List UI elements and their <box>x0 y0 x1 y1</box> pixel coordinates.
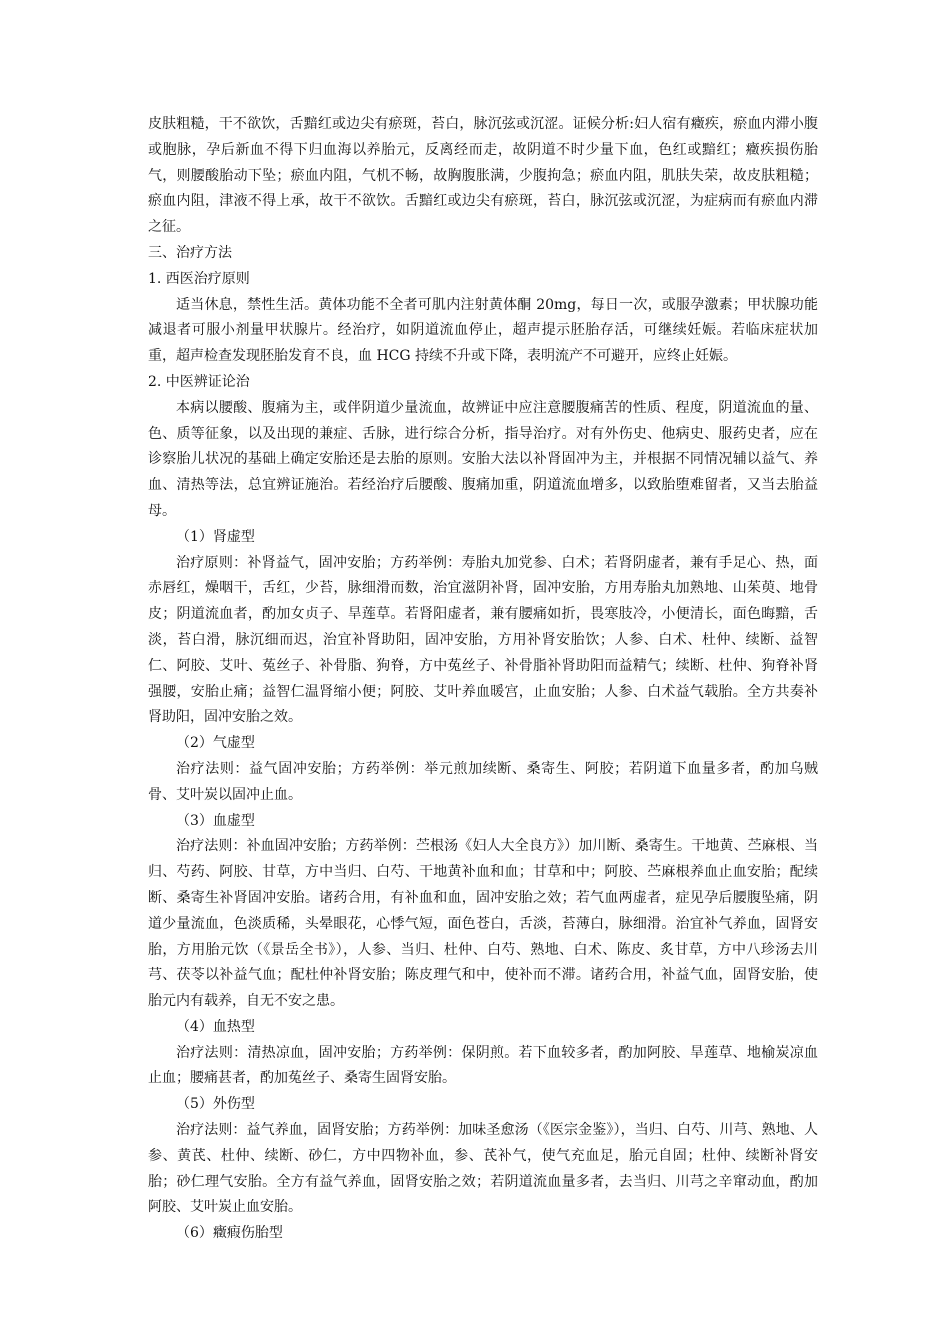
paragraph-blood-deficiency: 治疗法则：补血固冲安胎；方药举例：苎根汤《妇人大全良方》）加川断、桑寄生。干地黄、苎麻根、当归、芍药、阿胶、甘草，方中当归、白芍、干地黄补血和血；甘草和中；阿胶、苎麻根养血止血安胎；配续断、桑寄生补肾固冲安胎。诸药合用，有补血和血，固冲安胎之效；若气血两虚者，症见孕后腰腹坠痛，阴道少量流血，色淡质稀，头晕眼花，心悸气短，面色苍白，舌淡，苔薄白，脉细滑。治宜补气养血，固肾安胎，方用胎元饮（《景岳全书》），人参、当归、杜仲、白芍、熟地、白术、陈皮、炙甘草，方中八珍汤去川芎、茯苓以补益气血；配杜仲补肾安胎；陈皮理气和中，使补而不滞。诸药合用，补益气血，固肾安胎，使胎元内有载养，自无不安之患。 <box>148 838 818 1010</box>
type-heading-kidney-deficiency: （1）肾虚型 <box>176 528 255 545</box>
document-page <box>148 112 818 1247</box>
paragraph-western-treatment: 适当休息，禁性生活。黄体功能不全者可肌内注射黄体酮 20mg，每日一次，或服孕激素；甲状腺功能减退者可服小剂量甲状腺片。经治疗，如阴道流血停止，超声提示胚胎存活，可继续妊娠。若临床症状加重，超声检查发现胚胎发育不良，血 HCG 持续不升或下降，表明流产不可避开，应终止妊娠。 <box>148 296 818 365</box>
subsection-heading-tcm: 2. 中医辨证论治 <box>148 373 250 390</box>
type-heading-blood-heat: （4）血热型 <box>176 1018 255 1035</box>
paragraph-kidney-deficiency: 治疗原则：补肾益气，固冲安胎；方药举例：寿胎丸加党参、白术；若肾阴虚者，兼有手足心、热，面赤唇红，燥咽干，舌红，少苔，脉细滑而数，治宜滋阴补肾，固冲安胎，方用寿胎丸加熟地、山茱萸、地骨皮；阴道流血者，酌加女贞子、旱莲草。若肾阳虚者，兼有腰痛如折，畏寒肢冷，小便清长，面色晦黯，舌淡，苔白滑，脉沉细而迟，治宜补肾助阳，固冲安胎，方用补肾安胎饮；人参、白术、杜仲、续断、益智仁、阿胶、艾叶、菟丝子、补骨脂、狗脊，方中菟丝子、补骨脂补肾助阳而益精气；续断、杜仲、狗脊补肾强腰，安胎止痛；益智仁温肾缩小便；阿胶、艾叶养血暖宫，止血安胎；人参、白术益气载胎。全方共奏补肾助阳，固冲安胎之效。 <box>148 554 818 726</box>
type-heading-mass-injury: （6）癥瘕伤胎型 <box>176 1225 283 1242</box>
type-heading-blood-deficiency: （3）血虚型 <box>176 812 255 829</box>
paragraph-trauma: 治疗法则：益气养血，固肾安胎；方药举例：加味圣愈汤（《医宗金鉴》），当归、白芍、川芎、熟地、人参、黄芪、杜仲、续断、砂仁，方中四物补血，参、芪补气，使气充血足，胎元自固；杜仲、续断补肾安胎；砂仁理气安胎。全方有益气养血，固肾安胎之效；若阴道流血量多者，去当归、川芎之辛窜动血，酌加阿胶、艾叶炭止血安胎。 <box>148 1122 818 1216</box>
paragraph-syndrome-analysis: 皮肤粗糙，干不欲饮，舌黯红或边尖有瘀斑，苔白，脉沉弦或沉涩。证候分析:妇人宿有癥疾，瘀血内滞小腹或胞脉，孕后新血不得下归血海以养胎元，反离经而走，故阴道不时少量下血，色红或黯红；癥疾损伤胎气，则腰酸胎动下坠；瘀血内阻，气机不畅，故胸腹胀满，少腹拘急；瘀血内阻，肌肤失荣，故皮肤粗糙；瘀血内阻，津液不得上承，故干不欲饮。舌黯红或边尖有瘀斑，苔白，脉沉弦或沉涩，为症病而有瘀血内滞之征。 <box>148 116 818 236</box>
type-heading-qi-deficiency: （2）气虚型 <box>176 735 255 752</box>
subsection-heading-western: 1. 西医治疗原则 <box>148 270 250 287</box>
type-heading-trauma: （5）外伤型 <box>176 1096 255 1113</box>
paragraph-tcm-principles: 本病以腰酸、腹痛为主，或伴阴道少量流血，故辨证中应注意腰腹痛苦的性质、程度，阴道流血的量、色、质等征象，以及出现的兼症、舌脉，进行综合分析，指导治疗。对有外伤史、他病史、服药史者，应在诊察胎儿状况的基础上确定安胎还是去胎的原则。安胎大法以补肾固冲为主，并根据不同情况辅以益气、养血、清热等法，总宜辨证施治。若经治疗后腰酸、腹痛加重，阴道流血增多，以致胎堕难留者，又当去胎益母。 <box>148 399 818 519</box>
section-heading-treatment: 三、治疗方法 <box>148 244 232 261</box>
paragraph-qi-deficiency: 治疗法则：益气固冲安胎；方药举例：举元煎加续断、桑寄生、阿胶；若阴道下血量多者，酌加乌贼骨、艾叶炭以固冲止血。 <box>148 760 818 803</box>
paragraph-blood-heat: 治疗法则：清热凉血，固冲安胎；方药举例：保阴煎。若下血较多者，酌加阿胶、旱莲草、地榆炭凉血止血；腰痛甚者，酌加菟丝子、桑寄生固肾安胎。 <box>148 1044 818 1087</box>
